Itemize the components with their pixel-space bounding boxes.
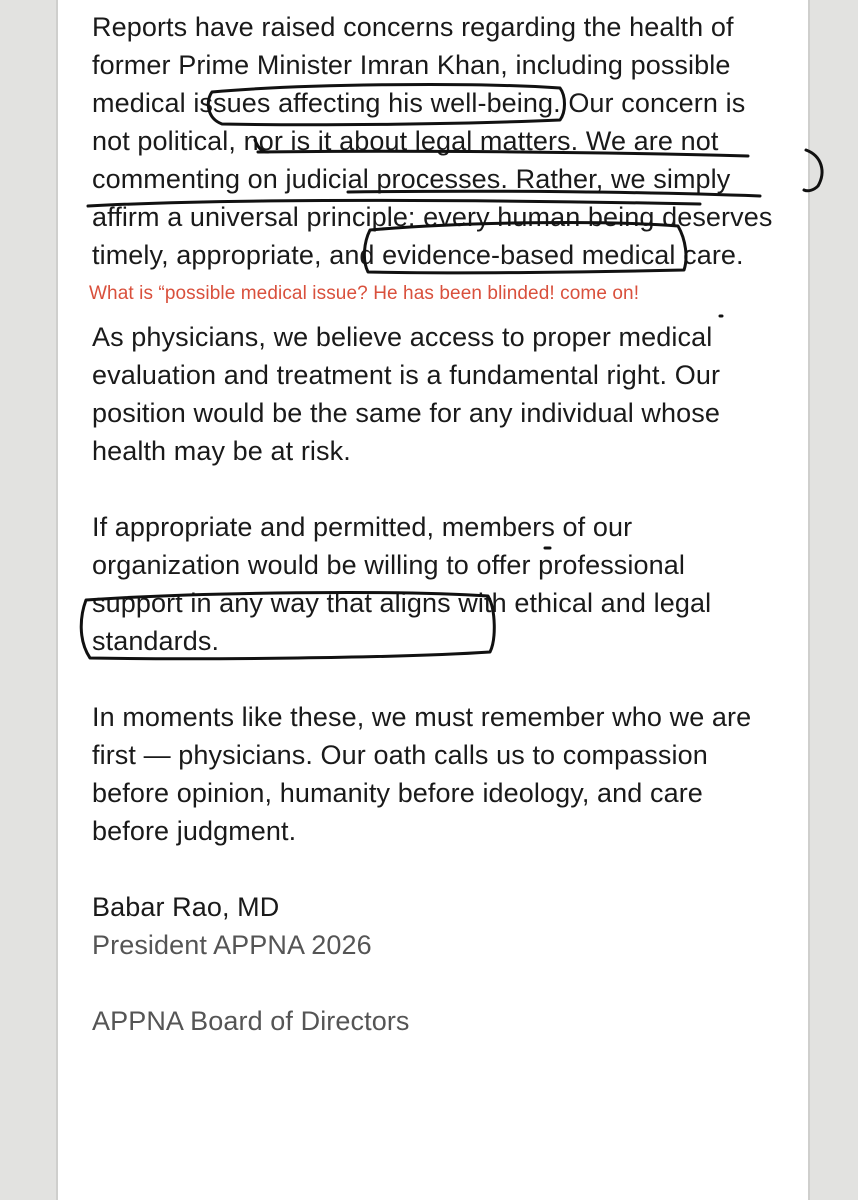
paragraph-oath: In moments like these, we must remember who we are first — physicians. Our oath calls us to compassion before opinion, humanity before ideology, and care before judgment.: [92, 702, 752, 846]
right-page-margin: [808, 0, 858, 1200]
signature-name: Babar Rao, MD: [92, 892, 280, 922]
letter-body: [89, 8, 782, 1040]
paragraph-support: If appropriate and permitted, members of our organization would be willing to offer professional support in any way that aligns with ethical and legal standards.: [92, 512, 712, 656]
paragraph-physicians: As physicians, we believe access to proper medical evaluation and treatment is a fundamental right. Our position would be the same for any individual whose health may be at risk.: [92, 322, 721, 466]
handwritten-annotation: What is “possible medical issue? He has been blinded! come on!: [89, 283, 640, 304]
signature-title: President APPNA 2026: [92, 930, 372, 960]
board-signature: APPNA Board of Directors: [92, 1006, 410, 1036]
paragraph-concerns: Reports have raised concerns regarding the health of former Prime Minister Imran Khan, including possible medical issues affecting his well-being. Our concern is not political, nor is it about legal matters. We are not commenting on judicial processes. Rather, we simply affirm a universal principle: every human being deserves timely, appropriate, and evidence-based medical care.: [92, 12, 773, 270]
left-page-margin: [0, 0, 58, 1200]
